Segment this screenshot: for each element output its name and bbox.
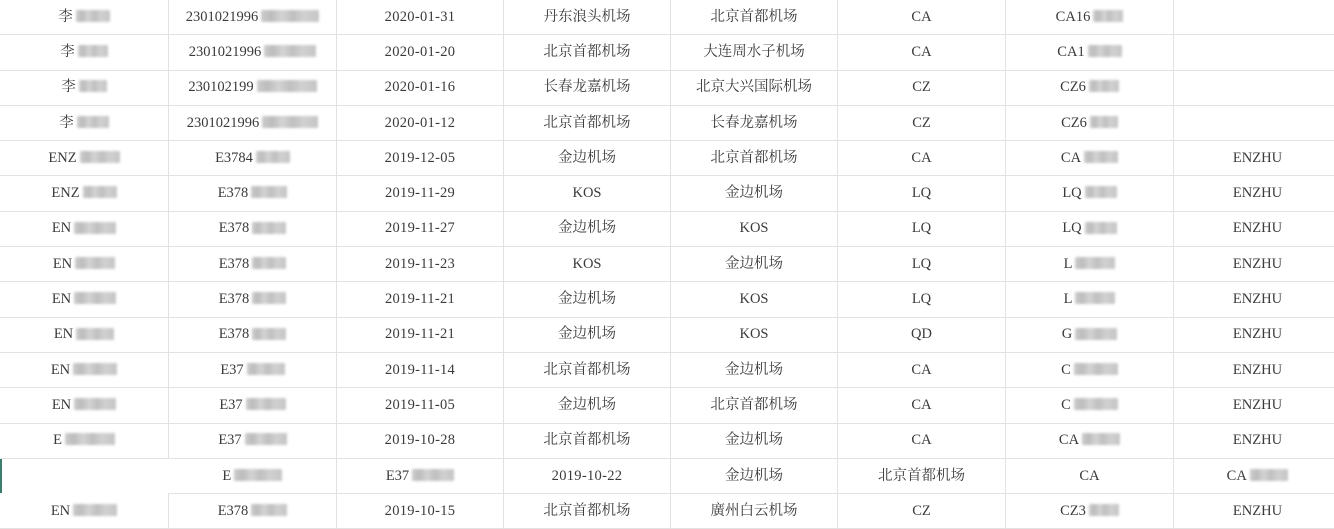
cell-date-text: 2020-01-31 [385, 10, 456, 25]
cell-source [1174, 70, 1334, 105]
cell-carrier-code-text: LQ [912, 292, 931, 307]
cell-flight-number-text: C [1061, 363, 1071, 378]
cell-carrier-code-text: LQ [912, 221, 931, 236]
row-selection-marker [0, 459, 2, 493]
cell-arrival-airport-text: 北京首都机场 [711, 398, 798, 413]
redaction-mask [256, 151, 290, 163]
cell-source [1174, 176, 1334, 211]
redaction-mask [76, 10, 110, 22]
cell-name [0, 0, 169, 35]
cell-name [0, 317, 169, 352]
cell-departure-airport [504, 211, 671, 246]
cell-name-text: E [53, 433, 62, 448]
cell-date [337, 141, 504, 176]
cell-name [0, 423, 169, 458]
cell-date [337, 70, 504, 105]
cell-flight-number [1006, 282, 1174, 317]
cell-source-text: ENZHU [1233, 504, 1282, 519]
cell-source-text: ENZHU [1233, 433, 1282, 448]
cell-date-text: 2020-01-16 [385, 80, 456, 95]
redaction-mask [76, 328, 114, 340]
cell-departure-airport [504, 352, 671, 387]
cell-id-number-text: E378 [219, 221, 250, 236]
cell-source [1174, 211, 1334, 246]
cell-carrier-code [838, 0, 1006, 35]
redaction-mask [1088, 45, 1122, 57]
cell-arrival-airport [671, 35, 838, 70]
cell-id-number [169, 247, 337, 282]
cell-departure-airport [504, 0, 671, 35]
cell-arrival-airport-text: 北京大兴国际机场 [696, 80, 812, 95]
cell-flight-number-text: CZ3 [1060, 504, 1086, 519]
cell-date-text: 2019-10-28 [385, 433, 456, 448]
cell-source-text: ENZHU [1233, 398, 1282, 413]
cell-flight-number-text: CA1 [1057, 45, 1084, 60]
cell-source-text: ENZHU [1233, 221, 1282, 236]
cell-arrival-airport-text: KOS [739, 292, 768, 307]
cell-arrival-airport-text: KOS [739, 221, 768, 236]
cell-flight-number-text: LQ [1062, 221, 1081, 236]
table-row[interactable] [0, 70, 1334, 105]
cell-flight-number [1006, 35, 1174, 70]
cell-flight-number-text: CA [1061, 151, 1081, 166]
table-row[interactable] [0, 494, 1334, 529]
cell-departure-airport-text: 长春龙嘉机场 [544, 80, 631, 95]
cell-carrier-code [1006, 458, 1174, 493]
cell-source-text: ENZHU [1233, 327, 1282, 342]
cell-id-number [169, 35, 337, 70]
cell-arrival-airport-text: 长春龙嘉机场 [711, 116, 798, 131]
cell-arrival-airport [671, 247, 838, 282]
cell-id-number-text: E37 [220, 363, 243, 378]
cell-name-text: ENZ [48, 151, 76, 166]
cell-id-number-text: E378 [219, 327, 250, 342]
cell-departure-airport [504, 35, 671, 70]
cell-arrival-airport [671, 423, 838, 458]
cell-flight-number [1006, 105, 1174, 140]
redaction-mask [75, 257, 115, 269]
cell-date-text: 2019-11-21 [385, 292, 455, 307]
cell-name-text: EN [51, 363, 70, 378]
cell-name [0, 176, 169, 211]
redaction-mask [247, 363, 285, 375]
cell-carrier-code-text: CZ [912, 116, 931, 131]
cell-arrival-airport [671, 211, 838, 246]
cell-flight-number [1006, 70, 1174, 105]
cell-name-text: EN [53, 257, 72, 272]
cell-date [337, 35, 504, 70]
cell-name-text: EN [51, 504, 70, 519]
cell-source [1174, 352, 1334, 387]
cell-arrival-airport [671, 141, 838, 176]
redaction-mask [252, 292, 286, 304]
cell-id-number [169, 211, 337, 246]
cell-carrier-code [838, 70, 1006, 105]
cell-departure-airport [504, 388, 671, 423]
redaction-mask [1074, 398, 1118, 410]
redaction-mask [252, 257, 286, 269]
cell-carrier-code [838, 247, 1006, 282]
redaction-mask [1093, 10, 1123, 22]
cell-date [337, 388, 504, 423]
cell-arrival-airport [671, 176, 838, 211]
table-row[interactable] [0, 352, 1334, 387]
redaction-mask [1074, 363, 1118, 375]
cell-flight-number [1006, 176, 1174, 211]
cell-id-number-text: E378 [218, 186, 249, 201]
cell-date-text: 2019-11-23 [385, 257, 455, 272]
cell-departure-airport [504, 282, 671, 317]
cell-arrival-airport-text: KOS [739, 327, 768, 342]
table-row[interactable] [0, 211, 1334, 246]
cell-carrier-code [838, 35, 1006, 70]
redaction-mask [1085, 222, 1117, 234]
cell-id-number [169, 70, 337, 105]
cell-departure-airport [504, 141, 671, 176]
cell-flight-number [1006, 423, 1174, 458]
cell-id-number [169, 352, 337, 387]
cell-date [337, 494, 504, 529]
cell-id-number-text: 230102199 [188, 80, 253, 95]
cell-carrier-code-text: CA [911, 398, 931, 413]
cell-name [0, 247, 169, 282]
cell-departure-airport [671, 458, 838, 493]
cell-flight-number [1006, 388, 1174, 423]
cell-date [504, 458, 671, 493]
cell-arrival-airport-text: 廣州白云机场 [711, 504, 798, 519]
cell-name [0, 352, 169, 387]
cell-source [1174, 0, 1334, 35]
cell-arrival-airport [671, 388, 838, 423]
redaction-mask [261, 10, 319, 22]
cell-departure-airport [504, 247, 671, 282]
cell-flight-number-text: CA [1227, 469, 1247, 484]
table-row[interactable] [0, 105, 1334, 140]
redaction-mask [246, 398, 286, 410]
redaction-mask [1089, 504, 1119, 516]
cell-date-text: 2019-11-05 [385, 398, 455, 413]
redaction-mask [1084, 151, 1118, 163]
cell-id-number-text: 2301021996 [186, 10, 259, 25]
cell-departure-airport [504, 176, 671, 211]
cell-name [169, 458, 337, 493]
cell-arrival-airport [671, 105, 838, 140]
cell-departure-airport-text: 北京首都机场 [544, 433, 631, 448]
cell-id-number-text: E378 [218, 504, 249, 519]
redaction-mask [80, 151, 120, 163]
redaction-mask [77, 116, 109, 128]
cell-carrier-code [838, 211, 1006, 246]
redaction-mask [74, 222, 116, 234]
cell-departure-airport-text: 金边机场 [558, 292, 616, 307]
cell-name [0, 282, 169, 317]
cell-id-number [337, 458, 504, 493]
cell-name [0, 494, 169, 529]
cell-name [0, 211, 169, 246]
cell-flight-number [1006, 247, 1174, 282]
cell-carrier-code-text: LQ [912, 186, 931, 201]
cell-date-text: 2020-01-20 [385, 45, 456, 60]
cell-arrival-airport [671, 352, 838, 387]
cell-flight-number [1006, 317, 1174, 352]
cell-date-text: 2019-10-22 [552, 469, 623, 484]
cell-departure-airport-text: 金边机场 [558, 398, 616, 413]
cell-date [337, 211, 504, 246]
table-row[interactable] [0, 35, 1334, 70]
cell-flight-number-text: L [1064, 292, 1073, 307]
cell-departure-airport-text: 丹东浪头机场 [544, 10, 631, 25]
redaction-mask [83, 186, 117, 198]
redaction-mask [252, 222, 286, 234]
redaction-mask [79, 80, 107, 92]
table-row[interactable] [0, 176, 1334, 211]
cell-carrier-code [838, 317, 1006, 352]
cell-id-number-text: E37 [218, 433, 241, 448]
cell-date-text: 2019-11-27 [385, 221, 455, 236]
cell-name-text: 李 [58, 10, 73, 25]
cell-departure-airport-text: KOS [572, 257, 601, 272]
table-row[interactable] [0, 388, 1334, 423]
cell-flight-number-text: L [1064, 257, 1073, 272]
cell-departure-airport-text: KOS [572, 186, 601, 201]
cell-id-number-text: E37 [386, 469, 409, 484]
redaction-mask [251, 186, 287, 198]
cell-departure-airport-text: 金边机场 [558, 221, 616, 236]
cell-id-number [169, 494, 337, 529]
cell-id-number [169, 105, 337, 140]
cell-source [1174, 494, 1334, 529]
cell-date-text: 2019-11-29 [385, 186, 455, 201]
cell-source-text: ENZHU [1233, 292, 1282, 307]
cell-arrival-airport-text: 金边机场 [725, 186, 783, 201]
cell-carrier-code [838, 352, 1006, 387]
cell-id-number [169, 388, 337, 423]
cell-source-text: ENZHU [1233, 151, 1282, 166]
cell-arrival-airport-text: 北京首都机场 [878, 469, 965, 484]
cell-name-text: EN [54, 327, 73, 342]
cell-departure-airport-text: 北京首都机场 [544, 504, 631, 519]
cell-flight-number-text: C [1061, 398, 1071, 413]
redaction-mask [252, 328, 286, 340]
cell-arrival-airport-text: 金边机场 [725, 433, 783, 448]
cell-flight-number [1006, 352, 1174, 387]
redaction-mask [251, 504, 287, 516]
cell-arrival-airport [671, 282, 838, 317]
cell-name-text: 李 [60, 45, 75, 60]
cell-name [0, 70, 169, 105]
cell-flight-number-text: CZ6 [1061, 116, 1087, 131]
cell-carrier-code-text: CA [911, 151, 931, 166]
cell-arrival-airport-text: 大连周水子机场 [703, 45, 805, 60]
cell-departure-airport-text: 金边机场 [558, 327, 616, 342]
cell-name [0, 35, 169, 70]
cell-name-text: 李 [61, 80, 76, 95]
cell-carrier-code-text: LQ [912, 257, 931, 272]
cell-id-number-text: E3784 [215, 151, 253, 166]
cell-carrier-code-text: CA [911, 433, 931, 448]
cell-date-text: 2019-11-14 [385, 363, 455, 378]
cell-arrival-airport-text: 金边机场 [725, 257, 783, 272]
cell-arrival-airport [671, 0, 838, 35]
cell-carrier-code-text: CA [911, 45, 931, 60]
redaction-mask [1075, 257, 1115, 269]
redaction-mask [1250, 469, 1288, 481]
cell-source [1174, 423, 1334, 458]
cell-departure-airport-text: 北京首都机场 [544, 116, 631, 131]
cell-date [337, 317, 504, 352]
redaction-mask [1090, 116, 1118, 128]
cell-departure-airport [504, 70, 671, 105]
redaction-mask [73, 363, 117, 375]
cell-flight-number-text: CA [1059, 433, 1079, 448]
cell-carrier-code-text: CA [911, 10, 931, 25]
cell-name [0, 388, 169, 423]
cell-name-text: EN [52, 221, 71, 236]
cell-source [1174, 317, 1334, 352]
cell-arrival-airport-text: 金边机场 [725, 363, 783, 378]
cell-date-text: 2020-01-12 [385, 116, 456, 131]
cell-date [337, 0, 504, 35]
cell-name-text: E [222, 469, 231, 484]
redaction-mask [1085, 186, 1117, 198]
cell-date [337, 423, 504, 458]
cell-flight-number [1006, 141, 1174, 176]
cell-id-number-text: 2301021996 [187, 116, 260, 131]
cell-source-text: ENZHU [1233, 363, 1282, 378]
cell-name-text: EN [52, 292, 71, 307]
redaction-mask [74, 398, 116, 410]
redaction-mask [74, 292, 116, 304]
cell-departure-airport [504, 423, 671, 458]
cell-id-number-text: E378 [219, 292, 250, 307]
redaction-mask [234, 469, 282, 481]
cell-departure-airport-text: 北京首都机场 [544, 363, 631, 378]
cell-source [1174, 35, 1334, 70]
redaction-mask [245, 433, 287, 445]
cell-carrier-code [838, 494, 1006, 529]
table-row[interactable] [0, 458, 1334, 493]
cell-departure-airport-text: 金边机场 [725, 469, 783, 484]
cell-departure-airport-text: 北京首都机场 [544, 45, 631, 60]
cell-arrival-airport [671, 494, 838, 529]
cell-flight-number [1006, 211, 1174, 246]
redaction-mask [262, 116, 318, 128]
redaction-mask [1075, 328, 1117, 340]
cell-name-text: ENZ [51, 186, 79, 201]
table-row[interactable] [0, 282, 1334, 317]
cell-date [337, 176, 504, 211]
cell-date-text: 2019-10-15 [385, 504, 456, 519]
cell-arrival-airport [671, 70, 838, 105]
cell-arrival-airport [671, 317, 838, 352]
cell-source [1174, 105, 1334, 140]
cell-date [337, 352, 504, 387]
cell-carrier-code-text: CA [911, 363, 931, 378]
redaction-mask [1082, 433, 1120, 445]
cell-id-number [169, 0, 337, 35]
cell-id-number [169, 423, 337, 458]
cell-id-number [169, 317, 337, 352]
cell-date [337, 105, 504, 140]
cell-name [0, 105, 169, 140]
cell-source-text: ENZHU [1233, 186, 1282, 201]
cell-carrier-code [838, 105, 1006, 140]
cell-id-number [169, 282, 337, 317]
cell-departure-airport-text: 金边机场 [558, 151, 616, 166]
cell-id-number-text: E378 [219, 257, 250, 272]
cell-source [1174, 388, 1334, 423]
cell-name-text: EN [52, 398, 71, 413]
redaction-mask [257, 80, 317, 92]
cell-source [1174, 141, 1334, 176]
cell-id-number-text: E37 [219, 398, 242, 413]
cell-carrier-code [838, 423, 1006, 458]
cell-carrier-code [838, 388, 1006, 423]
cell-flight-number [1006, 494, 1174, 529]
redaction-mask [78, 45, 108, 57]
cell-departure-airport [504, 317, 671, 352]
cell-source [1174, 247, 1334, 282]
cell-carrier-code [838, 176, 1006, 211]
redaction-mask [1075, 292, 1115, 304]
cell-date [337, 282, 504, 317]
redaction-mask [412, 469, 454, 481]
cell-name [0, 141, 169, 176]
cell-departure-airport [504, 105, 671, 140]
cell-carrier-code-text: CZ [912, 504, 931, 519]
cell-carrier-code-text: CA [1079, 469, 1099, 484]
redaction-mask [65, 433, 115, 445]
cell-arrival-airport-text: 北京首都机场 [711, 151, 798, 166]
cell-flight-number-text: CZ6 [1060, 80, 1086, 95]
cell-date [337, 247, 504, 282]
cell-flight-number [1174, 458, 1334, 493]
table-row[interactable] [0, 247, 1334, 282]
cell-source-text: ENZHU [1233, 257, 1282, 272]
cell-name-text: 李 [59, 116, 74, 131]
cell-flight-number-text: CA16 [1056, 10, 1091, 25]
cell-departure-airport [504, 494, 671, 529]
cell-carrier-code-text: QD [911, 327, 932, 342]
cell-date-text: 2019-11-21 [385, 327, 455, 342]
cell-date-text: 2019-12-05 [385, 151, 456, 166]
cell-id-number-text: 2301021996 [189, 45, 262, 60]
cell-flight-number-text: LQ [1062, 186, 1081, 201]
cell-flight-number [1006, 0, 1174, 35]
cell-id-number [169, 141, 337, 176]
cell-flight-number-text: G [1062, 327, 1072, 342]
table-row[interactable] [0, 0, 1334, 35]
table-row[interactable] [0, 141, 1334, 176]
table-row[interactable] [0, 317, 1334, 352]
cell-carrier-code-text: CZ [912, 80, 931, 95]
cell-carrier-code [838, 141, 1006, 176]
table-row[interactable] [0, 423, 1334, 458]
redaction-mask [1089, 80, 1119, 92]
cell-carrier-code [838, 282, 1006, 317]
cell-id-number [169, 176, 337, 211]
cell-arrival-airport-text: 北京首都机场 [711, 10, 798, 25]
cell-source [1174, 282, 1334, 317]
cell-arrival-airport [838, 458, 1006, 493]
redaction-mask [264, 45, 316, 57]
